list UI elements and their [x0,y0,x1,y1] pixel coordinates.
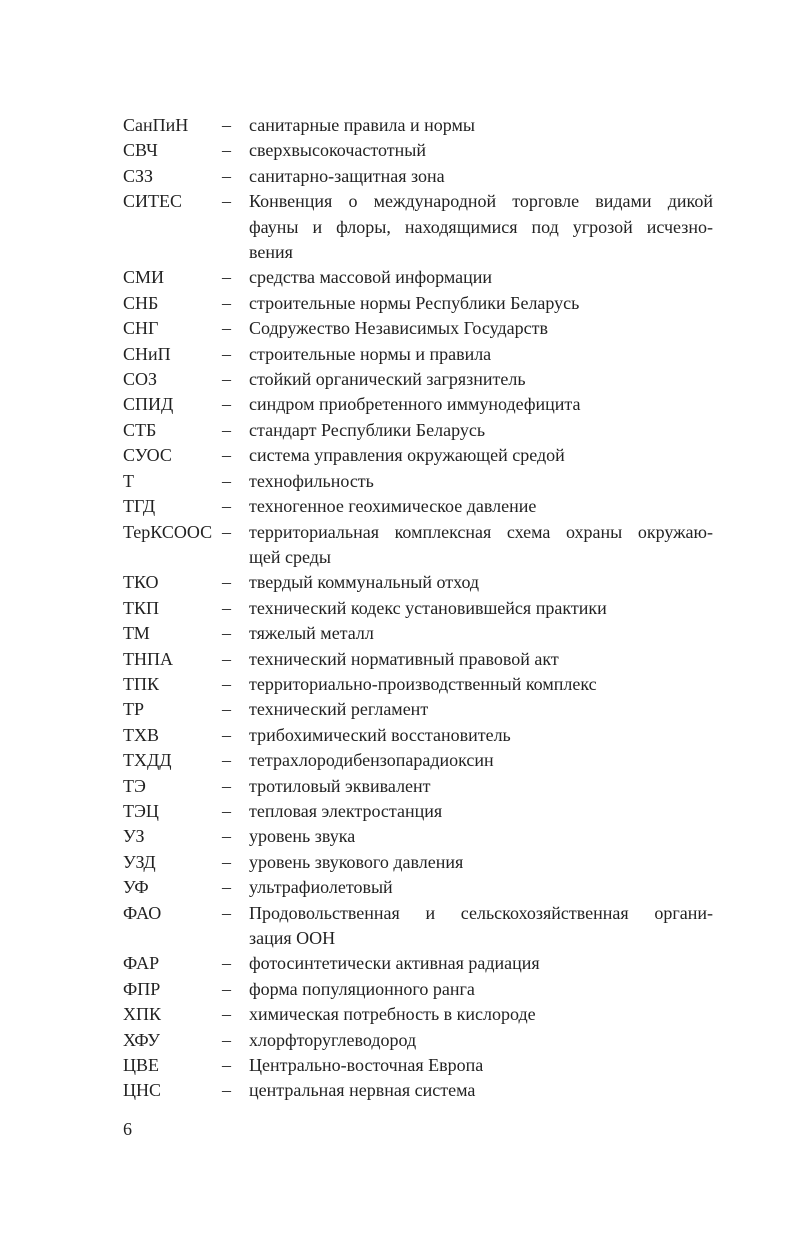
definition-line: территориальная комплексная схема охраны окружаю- [249,521,713,542]
abbreviation-term: ТКО [123,572,159,593]
abbreviation-definition: трибохимический восстановитель [249,724,511,745]
dash-separator: – [222,851,231,872]
abbreviation-definition: территориально-производственный комплекс [249,673,597,694]
dash-separator: – [222,877,231,898]
abbreviation-entry [123,774,713,799]
abbreviation-entry [123,824,713,849]
dash-separator: – [222,826,231,847]
abbreviation-definition: техногенное геохимическое давление [249,496,537,517]
abbreviation-definition: технофильность [249,470,374,491]
dash-separator: – [222,800,231,821]
abbreviation-definition: технический кодекс установившейся практики [249,597,607,618]
abbreviation-definition: стандарт Республики Беларусь [249,419,486,440]
abbreviation-term: УЗД [123,851,156,872]
dash-separator: – [222,165,231,186]
abbreviation-definition: система управления окружающей средой [249,445,565,466]
dash-separator: – [222,343,231,364]
abbreviation-term: ТЭ [123,775,146,796]
abbreviation-entry [123,596,713,621]
abbreviation-entry [123,367,713,392]
abbreviation-entry [123,647,713,672]
abbreviation-term: Т [123,470,134,491]
abbreviation-definition: уровень звукового давления [249,851,464,872]
dash-separator: – [222,318,231,339]
dash-separator: – [222,292,231,313]
abbreviation-definition: тротиловый эквивалент [249,775,431,796]
dash-separator: – [222,724,231,745]
abbreviation-term: СПИД [123,394,174,415]
abbreviation-term: СТБ [123,419,157,440]
abbreviation-term: СНБ [123,292,159,313]
abbreviation-entry [123,1028,713,1053]
dash-separator: – [222,750,231,771]
abbreviation-entry [123,189,713,265]
abbreviation-entry [123,418,713,443]
abbreviation-entry [123,469,713,494]
abbreviation-term: ТХВ [123,724,159,745]
abbreviation-term: ТЭЦ [123,800,159,821]
abbreviation-entry [123,951,713,976]
abbreviation-entry [123,723,713,748]
abbreviation-definition: сверхвысокочастотный [249,140,426,161]
abbreviation-definition: Центрально-восточная Европа [249,1055,484,1076]
abbreviation-entry [123,697,713,722]
abbreviation-term: ФАО [123,902,162,923]
abbreviation-definition [249,520,713,571]
dash-separator: – [222,699,231,720]
definition-line: вения [249,242,293,263]
dash-separator: – [222,953,231,974]
abbreviation-definition: форма популяционного ранга [249,978,475,999]
abbreviation-definition: тетрахлородибензопарадиоксин [249,750,494,771]
abbreviation-definition: стойкий органический загрязнитель [249,369,526,390]
abbreviation-term: СЗЗ [123,165,154,186]
dash-separator: – [222,623,231,644]
dash-separator: – [222,1029,231,1050]
abbreviation-definition: хлорфторуглеводород [249,1029,417,1050]
abbreviation-definition: ультрафиолетовый [249,877,393,898]
dash-separator: – [222,140,231,161]
abbreviation-term: ТГД [123,496,156,517]
abbreviation-term: СИТЕС [123,191,183,212]
definition-line: зация ООН [249,928,336,948]
abbreviation-entry [123,875,713,900]
abbreviation-definition: центральная нервная система [249,1080,476,1101]
abbreviation-entry [123,748,713,773]
abbreviation-term: СанПиН [123,115,189,135]
dash-separator: – [222,115,231,135]
dash-separator: – [222,445,231,466]
abbreviation-entry [123,316,713,341]
dash-separator: – [222,1080,231,1101]
abbreviation-term: ФАР [123,953,160,974]
abbreviation-definition: технический нормативный правовой акт [249,648,559,669]
abbreviation-term: ТХДД [123,750,172,771]
abbreviation-term: ТМ [123,623,150,644]
abbreviation-entry [123,850,713,875]
abbreviation-term: СОЗ [123,369,158,390]
dash-separator: – [222,572,231,593]
abbreviation-term: УЗ [123,826,145,847]
dash-separator: – [222,496,231,517]
dash-separator: – [222,369,231,390]
abbreviation-term: СВЧ [123,140,158,161]
definition-line: Конвенция о международной торговле видами дикой [249,191,713,212]
abbreviation-definition: твердый коммунальный отход [249,572,480,593]
dash-separator: – [222,521,231,542]
abbreviation-term: ФПР [123,978,161,999]
abbreviation-term: ТерКСООС [123,521,213,542]
abbreviation-term: ТКП [123,597,159,618]
abbreviation-entry [123,291,713,316]
abbreviation-definition: санитарно-защитная зона [249,165,445,186]
definition-line: Продовольственная и сельскохозяйственная органи- [249,902,713,923]
abbreviation-definition: санитарные правила и нормы [249,115,475,135]
dash-separator: – [222,597,231,618]
dash-separator: – [222,648,231,669]
dash-separator: – [222,673,231,694]
abbreviation-term: СНиП [123,343,171,364]
abbreviation-term: СНГ [123,318,159,339]
abbreviation-definition: строительные нормы и правила [249,343,492,364]
abbreviation-entry [123,1053,713,1078]
abbreviation-entry [123,901,713,952]
abbreviation-term: ХФУ [123,1029,161,1050]
abbreviation-entry [123,342,713,367]
abbreviation-entry [123,164,713,189]
abbreviation-entry [123,799,713,824]
dash-separator: – [222,470,231,491]
dash-separator: – [222,1004,231,1025]
abbreviation-entry [123,672,713,697]
abbreviation-entry [123,621,713,646]
abbreviation-definition: химическая потребность в кислороде [249,1004,536,1025]
abbreviation-term: ТР [123,699,145,720]
abbreviation-entry [123,1002,713,1027]
abbreviation-definition: синдром приобретенного иммунодефицита [249,394,581,415]
abbreviation-entry [123,113,713,138]
abbreviation-term: ЦВЕ [123,1055,159,1076]
definition-line: фауны и флоры, находящимися под угрозой исчезно- [249,216,713,237]
abbreviation-definition [249,189,713,265]
abbreviation-definition: строительные нормы Республики Беларусь [249,292,580,313]
dash-separator: – [222,775,231,796]
abbreviation-list [123,113,713,1104]
abbreviation-term: ТПК [123,673,159,694]
dash-separator: – [222,902,231,923]
dash-separator: – [222,191,231,212]
abbreviation-entry [123,520,713,571]
abbreviation-entry [123,443,713,468]
abbreviation-definition: технический регламент [249,699,429,720]
abbreviation-term: ТНПА [123,648,173,669]
abbreviation-term: СУОС [123,445,172,466]
dash-separator: – [222,394,231,415]
abbreviation-definition: тепловая электростанция [249,800,443,821]
abbreviation-term: ЦНС [123,1080,162,1101]
abbreviation-definition: Содружество Независимых Государств [249,318,548,339]
dash-separator: – [222,978,231,999]
page-number: 6 [123,1119,132,1139]
abbreviation-entry [123,265,713,290]
abbreviation-term: УФ [123,877,149,898]
abbreviation-definition: фотосинтетически активная радиация [249,953,540,974]
abbreviation-entry [123,392,713,417]
dash-separator: – [222,267,231,288]
abbreviation-entry [123,1078,713,1103]
abbreviation-entry [123,570,713,595]
dash-separator: – [222,1055,231,1076]
abbreviation-term: СМИ [123,267,165,288]
abbreviation-entry [123,494,713,519]
dash-separator: – [222,419,231,440]
abbreviation-definition: средства массовой информации [249,267,493,288]
abbreviation-term: ХПК [123,1004,162,1025]
abbreviation-definition: уровень звука [249,826,356,847]
abbreviation-definition [249,901,713,952]
abbreviation-entry [123,138,713,163]
definition-line: щей среды [249,546,331,567]
abbreviation-entry [123,977,713,1002]
abbreviation-definition: тяжелый металл [249,623,374,644]
